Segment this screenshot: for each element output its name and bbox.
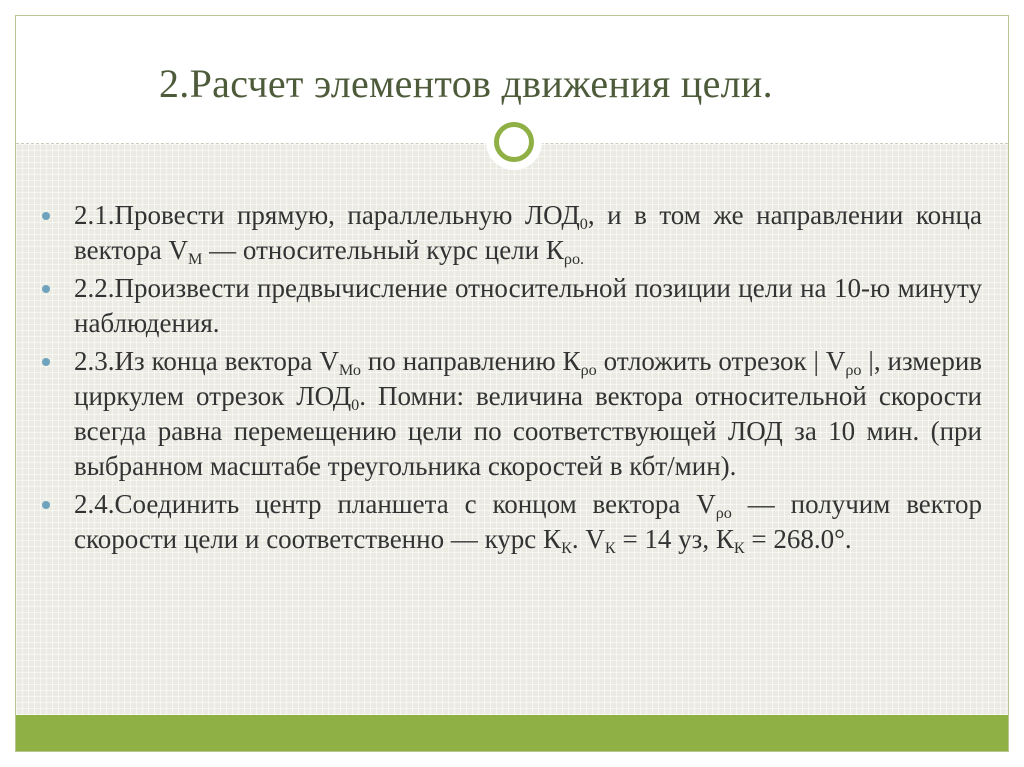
bullet-list [38, 198, 982, 560]
round-bullet-icon [42, 212, 50, 220]
subscript: К [561, 538, 572, 557]
text-segment: = 268.0°. [744, 524, 852, 554]
text-segment: 2.1.Провести прямую, параллельную ЛОД [74, 200, 580, 230]
double-ring-ornament-icon [486, 114, 542, 170]
text-segment: . V [571, 524, 605, 554]
subscript: М [188, 249, 203, 268]
text-segment: по направлению К [360, 346, 581, 376]
round-bullet-icon [42, 358, 50, 366]
subscript: Мо [338, 360, 361, 379]
list-item-text [74, 489, 982, 557]
subscript: ρо [845, 360, 862, 379]
round-bullet-icon [42, 285, 50, 293]
list-item [38, 487, 982, 557]
list-item [38, 271, 982, 341]
ornament-ring [494, 122, 534, 162]
text-segment: , и в том же направлении конца вектора V [74, 200, 982, 265]
text-segment: — получим вектор скорости цели и соответственно — курс К [74, 489, 982, 554]
text-segment: отложить отрезок | V [596, 346, 846, 376]
subscript: 0 [351, 395, 360, 414]
text-segment: — относительный курс цели К [202, 235, 564, 265]
text-segment: 2.4.Соединить центр планшета с концом вектора V [74, 489, 716, 519]
subscript: К [733, 538, 745, 557]
text-segment: |, измерив циркулем отрезок ЛОД [74, 346, 983, 411]
text-segment: 2.2.Произвести предвычисление относительной позиции цели на 10-ю минуту наблюдения. [74, 273, 982, 338]
list-item-text [74, 273, 982, 338]
footer-bar [16, 715, 1008, 752]
text-segment: . Помни: величина вектора относительной скорости всегда равна перемещению цели по соответствующей ЛОД за 10 мин. (при выбранном масштабе треугольника скоростей в кбт/мин). [74, 381, 982, 481]
text-segment: 2.3.Из конца вектора V [74, 346, 339, 376]
subscript: ρо [715, 503, 732, 522]
slide [15, 15, 1009, 752]
list-item [38, 344, 982, 484]
subscript: 0 [579, 214, 588, 233]
round-bullet-icon [42, 501, 50, 509]
list-item-text [74, 346, 982, 481]
text-segment: = 14 уз, К [615, 524, 734, 554]
list-item [38, 198, 982, 268]
list-item-text [74, 200, 982, 268]
slide-title: 2.Расчет элементов движения цели. [159, 61, 773, 106]
subscript: ρо. [563, 249, 585, 268]
subscript: ρо [580, 360, 597, 379]
subscript: К [604, 538, 616, 557]
